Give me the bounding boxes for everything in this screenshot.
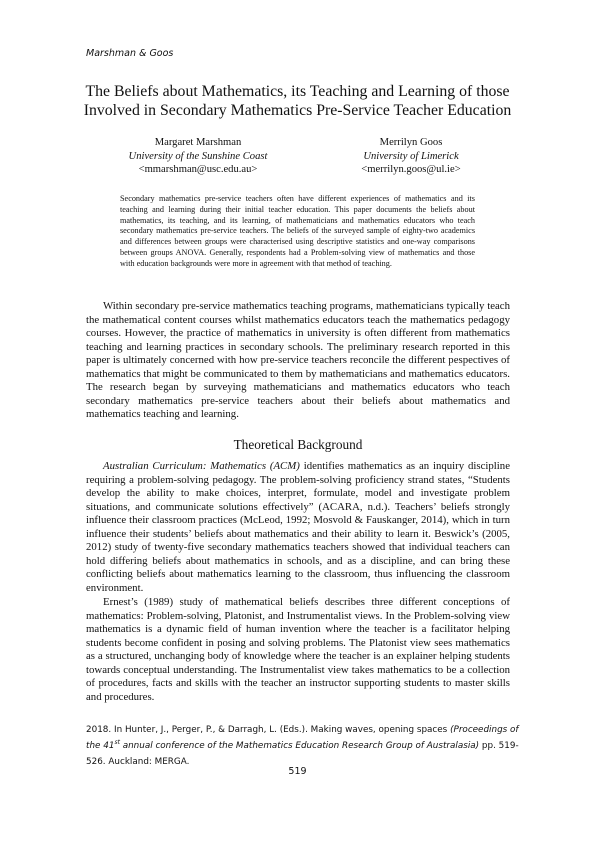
section-heading: Theoretical Background — [233, 437, 363, 452]
author-name: Margaret Marshman — [154, 137, 242, 148]
author-name: Merrilyn Goos — [379, 137, 443, 148]
body-paragraph — [86, 460, 510, 595]
citation-pages: pp. 519-526. Auckland: MERGA. — [86, 741, 519, 767]
proceedings-title-cont: annual conference of the Mathematics Education Research Group of Australasia) — [119, 741, 480, 751]
citation-text: 2018. In Hunter, J., Perger, P., & Darragh, L. (Eds.). Making waves, opening spaces — [86, 725, 451, 735]
author-affiliation: University of the Sunshine Coast — [128, 150, 268, 162]
author-email: <mmarshman@usc.edu.au> — [138, 164, 258, 176]
curriculum-title: Australian Curriculum: Mathematics (ACM) — [103, 460, 300, 472]
paragraph-text: identifies mathematics as an inquiry discipline requiring a problem-solving pedagogy. The problem-solving proficiency strand states, “Students develop the ability to make choices, interpret, formulate, model and investigate problem situations, and communicate solutions effectively” (ACARA, n.d.). Teachers’ beliefs strongly influence their classroom practices (McLeod, 1992; Mosvold & Fauskanger, 2014), which in turn influence their students’ beliefs about mathematics and their ability to learn it. Beswick’s (2005, 2012) study of twenty-five secondary mathematics teachers showed that individual teachers can hold differing beliefs about mathematics in schools, and as a discipline, and can bring these conflicting beliefs about mathematics learning to the classroom, thus influencing the classroom environment. — [86, 460, 510, 594]
paper-title: The Beliefs about Mathematics, its Teaching and Learning of those Involved in Secondary Mathematics Pre-Service Teacher Education — [83, 83, 512, 119]
citation-footer — [86, 722, 526, 770]
author-affiliation: University of Limerick — [363, 150, 459, 162]
proceedings-title: (Proceedings of the 41 — [86, 725, 519, 751]
page-number: 519 — [288, 766, 307, 777]
running-head: Marshman & Goos — [86, 48, 174, 59]
author-block — [311, 136, 511, 177]
author-email: <merrilyn.goos@ul.ie> — [361, 164, 461, 176]
body-paragraph: Ernest’s (1989) study of mathematical beliefs describes three different conceptions of mathematics: Problem-solving, Platonist, and Instrumentalist views. In the Problem-solving view mathematics is a dynamic field of human invention where the teacher is a facilitator helping students become confident in posing and solving problems. The Platonist view sees mathematics as a structured, unchanging body of knowledge where the teacher is an explainer helping students towards conceptual understanding. The Instrumentalist view takes mathematics to be a collection of procedures, facts and skills with the teacher an instructor supporting students to master skills and procedures. — [86, 596, 510, 703]
author-block — [98, 136, 298, 177]
abstract: Secondary mathematics pre-service teachers often have different experiences of mathematics and its teaching and learning during their initial teacher education. This paper documents the beliefs about mathematics, its teaching, and its learning, of mathematicians and mathematics educators who teach secondary mathematics pre-service teachers. The beliefs of the surveyed sample of eighty-two academics and differences between groups were characterised using descriptive statistics and one-way comparisons between groups ANOVA. Generally, respondents had a Problem-solving view of mathematics and those with education backgrounds were more in agreement with that method of teaching. — [120, 194, 475, 268]
ordinal-suffix: st — [114, 739, 120, 747]
intro-paragraph: Within secondary pre-service mathematics teaching programs, mathematicians typically teach the mathematical content courses whilst mathematics educators teach the mathematics pedagogy courses. However, the practice of mathematics in university is often different from mathematics teaching and learning practices in secondary schools. The preliminary research reported in this paper is ultimately concerned with how pre-service teachers reconcile the different pespectives of mathematics that might be communicated to them by mathematicians and mathematics educators. The research began by surveying mathematicians and mathematics educators who teach secondary mathematics pre-service teachers about their beliefs about mathematics and mathematics teaching and learning. — [86, 300, 510, 421]
